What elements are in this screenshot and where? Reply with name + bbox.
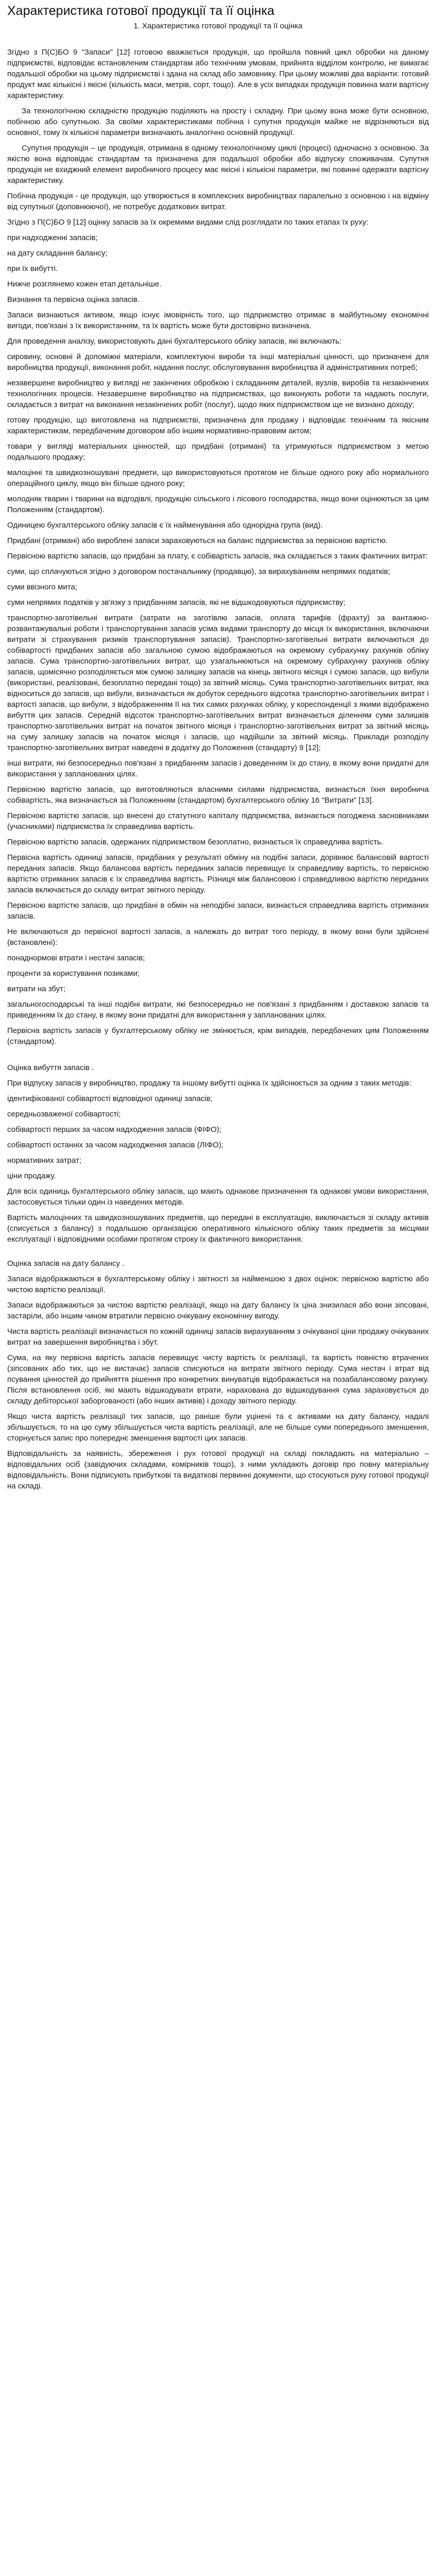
paragraph: Первісною вартістю запасів, що виготовляються власними силами підприємства, визнається їхня виробнича собівартість, яка визначається за Положенням (стандартом) бухгалтерського обліку 16 "Витрати" [13]. [7,785,429,805]
list-item: при надходженні запасів; [7,233,98,242]
section-subtitle: 1. Характеристика готової продукції та її оцінка [133,22,303,30]
list-item: суми, що сплачуються згідно з договором постачальнику (продавцю), за вирахуванням непрямих податків; [7,567,390,576]
list-item: молодняк тварин і тварини на відгодівлі, продукцію сільського і лісового господарства, якщо вони оцінюються за цим Положенням (стандартом). [7,495,429,514]
section-heading: Оцінка вибуття запасів . [7,1063,94,1072]
paragraph: Вартість малоцінних та швидкозношуваних предметів, що передані в експлуатацію, виключається зі складу активів (списується з балансу) з подальшою організацією оперативного кількісного обліку таких предметів за місцями експлуатації і відповідними особами протягом строку їх фактичного використання. [7,1213,429,1244]
paragraph: При відпуску запасів у виробництво, продажу та іншому вибутті оцінка їх здійснюється за одним з таких методів: [7,1079,411,1088]
list-item: незавершене виробництво у вигляді не закінчених обробкою і складанням деталей, вузлів, виробів та незакінчених технологічних процесів. Незавершене виробництво на підприємствах, що виконують роботи та надають послуги, складається з витрат на виконання незакінчених робіт (послуг), щодо яких підприємством ще не визнано доходу; [7,379,429,409]
list-item: при їх вибутті. [7,264,58,273]
paragraph: Для проведення аналізу, використовують дані бухгалтерського обліку запасів, які включають: [7,337,342,346]
paragraph: Чиста вартість реалізації визначається по кожній одиниці запасів вирахуванням з очікуваної ціни продажу очікуваних витрат на завершення виробництва і збут. [7,1327,429,1347]
paragraph: Нижче розглянемо кожен етап детальніше. [7,280,162,289]
paragraph: Для всіх одиниць бухгалтерського обліку запасів, що мають однакове призначення та однакові умови використання, застосовується тільки один із наведених методів. [7,1187,429,1207]
list-item: собівартості останніх за часом надходження запасів (ЛІФО); [7,1141,224,1149]
section-heading: Визнання та первісна оцінка запасів. [7,295,139,304]
paragraph: Одиницею бухгалтерського обліку запасів є їх найменування або однорідна група (вид). [7,521,323,530]
paragraph: Запаси визнаються активом, якщо існує імовірність того, що підприємство отримає в майбутньому економічні вигоди, пов'язані з їх використанням, та їх вартість може бути достовірно визначена. [7,311,429,330]
list-item: загальногосподарські та інші подібні витрати, які безпосередньо не пов'язані з придбанням і доставкою запасів та приведенням їх до стану, в якому вони придатні для використання у запланованих цілях. [7,1000,429,1020]
paragraph: Не включаються до первісної вартості запасів, а належать до витрат того періоду, в якому вони були здійснені (встановлені): [7,927,429,947]
section-heading: Оцінка запасів на дату балансу . [7,1259,125,1268]
list-item: собівартості перших за часом надходження запасів (ФІФО); [7,1125,222,1134]
page-title: Характеристика готової продукції та її оцінка [7,4,275,18]
paragraph: Сума, на яку первісна вартість запасів перевищує чисту вартість їх реалізації, та вартість повністю втрачених (зіпсованих або тих, що не вистачає) запасів списуються на витрати звітного періоду. Сума нестач і втрат від псування цінностей до прийняття рішення про конкретних винуватців відображається на позабалансовому рахунку. Після встановлення осіб, які мають відшкодувати втрати, нарахована до відшкодування сума зараховується до складу дебіторської заборгованості (або інших активів) і доходу звітного періоду. [7,1353,429,1405]
list-item: нормативних затрат; [7,1156,81,1165]
paragraph: За технологічною складністю продукцію поділяють на просту і складну. При цьому вона може бути основною, побічною або супутньою. За своїми характеристиками побічна і супутня продукція майже не відрізняються від основної, тому їх кількісні параметри визначають аналогічно основній продукції. [7,107,429,137]
list-item: витрати на збут; [7,985,66,993]
list-item: понаднормові втрати і нестачі запасів; [7,954,145,962]
list-item: готову продукцію, що виготовлена на підприємстві, призначена для продажу і відповідає технічним та якісним характеристикам, передбаченим договором або іншим нормативно-правовим актом; [7,416,429,435]
list-item: суми непрямих податків у зв'язку з придбанням запасів, які не відшкодовуються підприємству; [7,598,346,607]
list-item: проценти за користування позиками; [7,969,140,978]
paragraph: Згідно з П(С)БО 9 [12] оцінку запасів за їх окремими видами слід розглядати по таких етапах їх руху: [7,218,369,227]
paragraph: Відповідальність за наявність, збереження і рух готової продукції на складі покладають на матеріально – відповідальних осіб (завідуючих складами, комірників тощо), з ними укладають договір про повну матеріальну відповідальність. Вони підписують прибуткові та видаткові первинні документи, що стосуються руху готової продукції на складі. [7,1449,429,1490]
paragraph: Запаси відображаються в бухгалтерському обліку і звітності за найменшою з двох оцінок: первісною вартістю або чистою вартістю реалізації. [7,1275,429,1294]
list-item: сировину, основні й допоміжні матеріали, комплектуючі вироби та інші матеріальні цінності, що призначені для виробництва продукції, виконання робіт, надання послуг, обслуговування виробництва й адміністративних потреб; [7,352,429,372]
paragraph: Первісною вартістю запасів, що придбані за плату, є собівартість запасів, яка складається з таких фактичних витрат: [7,552,428,561]
list-item: середньозваженої собівартості; [7,1110,121,1118]
paragraph: Супутня продукція – це продукція, отримана в одному технологічному циклі (процесі) одночасно з основною. За якістю вона відповідає стандартам та призначена для подальшої обробки або відпуску споживачам. Супутня продукція не вхиджний елемент виробничого процесу має якісні і кількісні параметри, які повинні одержати вартісну характеристику. [7,144,429,185]
list-item: суми ввізного мита; [7,583,78,591]
paragraph: Побічна продукція - це продукція, що утворюється в комплексних виробництвах паралельно з основною і на відміну від супутньої (доповнюючої), не потребує додаткових витрат. [7,192,429,211]
paragraph: Запаси відображаються за чистою вартістю реалізації, якщо на дату балансу їх ціна знизилася або вони зіпсовані, застаріли, або іншим чином втратили первісно очікувану економічну вигоду. [7,1301,429,1320]
paragraph: Первісною вартістю запасів, що внесені до статутного капіталу підприємства, визнається погоджена засновниками (учасниками) підприємства їх справедлива вартість. [7,811,429,831]
list-item: інші витрати, які безпосередньо пов'язані з придбанням запасів і доведенням їх до стану, в якому вони придатні для використання у запланованих цілях. [7,759,429,778]
paragraph: Згідно з П(С)БО 9 "Запаси" [12] готовою вважається продукція, що пройшла повний цикл обробки на даному підприємстві, відповідає встановленим стандартам або технічним умовам, прийнята відділом контролю, не вимагає подальшої обробки на цьому підприємстві і здана на склад або замовнику. При цьому можливі два варіанти: готовий продукт має кількісні і якісні (кількість маси, метрів, сорт, тощо). Але в усіх випадках продукція повинна мати вартісну характеристику. [7,48,429,100]
paragraph: Первісною вартістю запасів, одержаних підприємством безоплатно, визнається їх справедлива вартість. [7,838,383,846]
paragraph: Первісна вартість запасів у бухгалтерському обліку не змінюється, крім випадків, передбачених цим Положенням (стандартом). [7,1026,429,1046]
list-item: ціни продажу. [7,1172,56,1180]
list-item: товари у вигляді матеріальних цінностей, що придбані (отримані) та утримуються підприємством з метою подальшого продажу; [7,442,429,462]
paragraph: Первісна вартість одиниці запасів, придбаних у результаті обміну на подібні запаси, дорівнює балансовій вартості переданих запасів. Якщо балансова вартість переданих запасів перевищує їх справедливу вартість, то первісною вартістю отриманих запасів є їх справедлива вартість. Різниця між балансовою і справедливою вартістю переданих запасів включається до складу витрат звітного періоду. [7,853,429,894]
list-item: транспортно-заготівельні витрати (затрати на заготівлю запасів, оплата тарифів (фрахту) за вантажно-розвантажувальні роботи і транспортування запасів усіма видами транспорту до місця їх використання, включаючи витрати зі страхування ризиків транспортування запасів). Транспортно-заготівельні витрати включаються до собівартості придбаних запасів або загальною сумою відображаються на окремому субрахунку рахунків обліку запасів. Сума транспортно-заготівельних витрат, що узагальнюються на окремому субрахунку рахунків обліку запасів, щомісячно розподіляється між сумою залишку запасів на кінець звітного місяця і сумою запасів, що вибули (використані, реалізовані, безоплатно передані тощо) за звітний місяць. Сума транспортно-заготівельних витрат, яка відноситься до запасів, що вибули, визначається як добуток середнього відсотка транспортно-заготівельних витрат і вартості запасів, що вибули, з відображенням її на тих самих рахунках обліку, у кореспонденції з якими відображено вибуття цих запасів. Середній відсоток транспортно-заготівельних витрат визначається діленням суми залишків транспортно-заготівельних витрат на початок звітного місяця і транспортно-заготівельних витрат за звітний місяць на суму залишку запасів на початок місяця і запасів, що надійшли за звітний місяць. Приклади розподілу транспортно-заготівельних витрат наведені в додатку до Положення (стандарту) 9 [12]; [7,614,429,752]
paragraph: Придбані (отримані) або вироблені запаси зараховуються на баланс підприємства за первісною вартістю. [7,536,388,545]
list-item: на дату складання балансу; [7,249,108,258]
list-item: малоцінні та швидкозношувані предмети, що використовуються протягом не більше одного року або нормального операційного циклу, якщо він більше одного року; [7,468,429,488]
paragraph: Первісною вартістю запасів, що придбані в обмін на неподібні запаси, визнається справедлива вартість отриманих запасів. [7,901,429,921]
paragraph: Якщо чиста вартість реалізації тих запасів, що раніше були уцінені та є активами на дату балансу, надалі збільшується, то на цю суму збільшується чиста вартість реалізації, але не більше суми попереднього зменшення, сторнується запис про попереднє зменшення вартості цих запасів. [7,1412,429,1443]
list-item: ідентифікованої собівартості відповідної одиниці запасів; [7,1094,213,1103]
